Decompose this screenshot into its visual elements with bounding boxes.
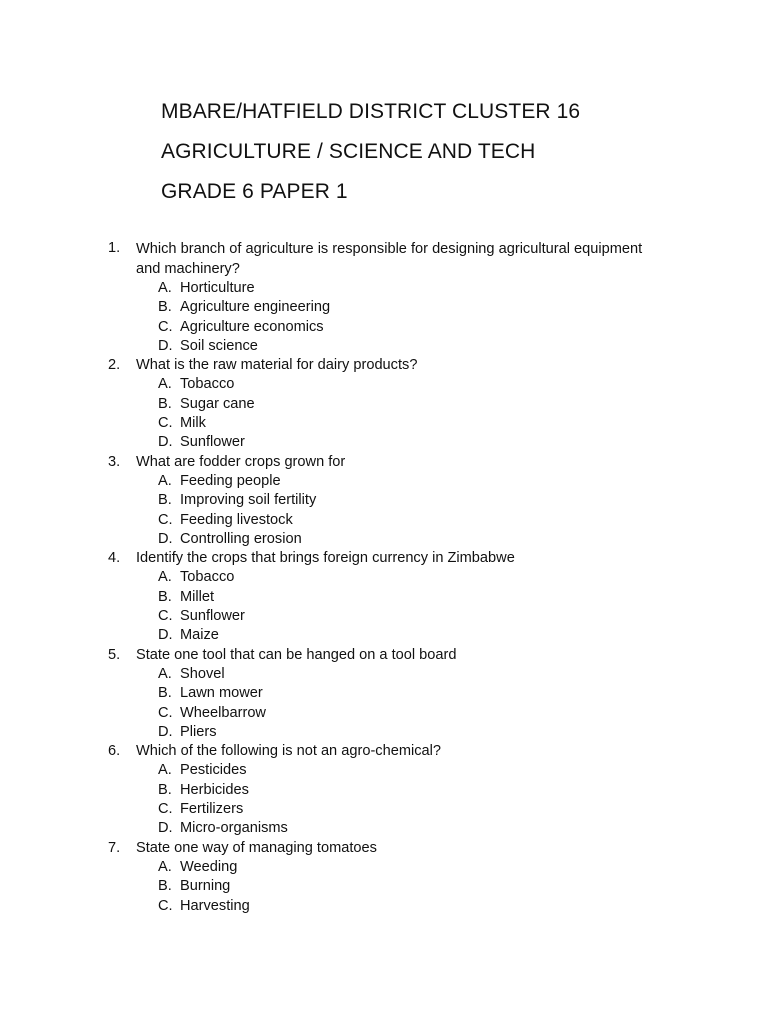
option-letter: B. — [158, 299, 172, 316]
option-text: Agriculture economics — [180, 318, 324, 335]
answer-option — [158, 511, 668, 530]
answer-option — [158, 607, 668, 626]
option-letter: B. — [158, 395, 172, 412]
option-text: Shovel — [180, 665, 225, 682]
exam-header — [161, 92, 580, 212]
question-number: 4. — [108, 550, 121, 567]
answer-option — [158, 298, 668, 317]
question-item — [108, 839, 668, 916]
option-letter: C. — [158, 608, 173, 625]
answer-option — [158, 530, 668, 549]
option-letter: A. — [158, 858, 172, 875]
option-text: Sunflower — [180, 434, 245, 451]
option-list — [108, 858, 668, 916]
option-letter: C. — [158, 801, 173, 818]
option-letter: D. — [158, 723, 173, 740]
option-text: Micro-organisms — [180, 820, 288, 837]
question-text: Which of the following is not an agro-chemical? — [136, 743, 442, 760]
option-letter: C. — [158, 511, 173, 528]
option-text: Fertilizers — [180, 801, 244, 818]
option-letter: C. — [158, 318, 173, 335]
option-text: Pliers — [180, 723, 217, 740]
question-number: 7. — [108, 839, 121, 856]
option-letter: B. — [158, 781, 172, 798]
option-letter: D. — [158, 820, 173, 837]
answer-option — [158, 761, 668, 780]
option-text: Feeding people — [180, 472, 281, 489]
answer-option — [158, 279, 668, 298]
option-text: Agriculture engineering — [180, 299, 331, 316]
option-text: Pesticides — [180, 762, 247, 779]
option-list — [108, 279, 668, 356]
question-text: State one tool that can be hanged on a tool board — [136, 646, 457, 663]
question-text: What are fodder crops grown for — [136, 453, 346, 470]
option-text: Harvesting — [180, 897, 250, 914]
header-grade-paper: GRADE 6 PAPER 1 — [161, 180, 348, 203]
option-text: Horticulture — [180, 280, 255, 296]
question-item — [108, 646, 668, 742]
option-letter: D. — [158, 434, 173, 451]
option-text: Millet — [180, 588, 215, 605]
option-text: Controlling erosion — [180, 530, 302, 547]
question-number: 3. — [108, 453, 121, 470]
answer-option — [158, 414, 668, 433]
option-letter: A. — [158, 472, 172, 489]
option-letter: A. — [158, 665, 172, 682]
option-letter: B. — [158, 878, 172, 895]
question-number: 6. — [108, 743, 121, 760]
option-list — [108, 375, 668, 452]
answer-option — [158, 665, 668, 684]
option-list — [108, 665, 668, 742]
option-letter: D. — [158, 337, 173, 354]
answer-option — [158, 491, 668, 510]
answer-option — [158, 704, 668, 723]
option-text: Sugar cane — [180, 395, 255, 412]
answer-option — [158, 395, 668, 414]
option-list — [108, 472, 668, 549]
question-number: 1. — [108, 240, 121, 256]
option-text: Wheelbarrow — [180, 704, 266, 721]
answer-option — [158, 684, 668, 703]
question-text: Identify the crops that brings foreign currency in Zimbabwe — [136, 550, 515, 567]
question-text: State one way of managing tomatoes — [136, 839, 377, 856]
option-text: Soil science — [180, 337, 258, 354]
option-text: Tobacco — [180, 376, 235, 393]
question-text: Which branch of agriculture is responsible for designing agricultural equipment and machinery? — [136, 241, 643, 277]
option-text: Weeding — [180, 858, 238, 875]
question-item — [108, 549, 668, 645]
option-letter: B. — [158, 588, 172, 605]
question-number: 2. — [108, 357, 121, 374]
option-letter: A. — [158, 280, 172, 296]
question-item — [108, 239, 668, 356]
option-letter: C. — [158, 415, 173, 432]
answer-option — [158, 858, 668, 877]
answer-option — [158, 897, 668, 916]
answer-option — [158, 819, 668, 838]
question-text: What is the raw material for dairy products? — [136, 357, 418, 374]
option-letter: B. — [158, 492, 172, 509]
option-letter: A. — [158, 569, 172, 586]
question-list — [108, 239, 668, 916]
answer-option — [158, 375, 668, 394]
option-letter: A. — [158, 376, 172, 393]
option-letter: C. — [158, 897, 173, 914]
answer-option — [158, 433, 668, 452]
option-text: Tobacco — [180, 569, 235, 586]
option-text: Milk — [180, 415, 206, 432]
option-text: Lawn mower — [180, 685, 263, 702]
option-list — [108, 568, 668, 645]
answer-option — [158, 472, 668, 491]
answer-option — [158, 626, 668, 645]
question-item — [108, 453, 668, 549]
answer-option — [158, 568, 668, 587]
header-subject: AGRICULTURE / SCIENCE AND TECH — [161, 140, 536, 163]
answer-option — [158, 337, 668, 356]
question-number: 5. — [108, 646, 121, 663]
option-letter: D. — [158, 530, 173, 547]
option-text: Herbicides — [180, 781, 249, 798]
option-letter: D. — [158, 627, 173, 644]
option-letter: B. — [158, 685, 172, 702]
option-text: Sunflower — [180, 608, 245, 625]
answer-option — [158, 318, 668, 337]
question-item — [108, 356, 668, 452]
option-letter: A. — [158, 762, 172, 779]
option-text: Feeding livestock — [180, 511, 293, 528]
answer-option — [158, 781, 668, 800]
answer-option — [158, 723, 668, 742]
option-letter: C. — [158, 704, 173, 721]
option-text: Maize — [180, 627, 219, 644]
header-district: MBARE/HATFIELD DISTRICT CLUSTER 16 — [161, 100, 581, 123]
option-text: Burning — [180, 878, 231, 895]
answer-option — [158, 588, 668, 607]
option-text: Improving soil fertility — [180, 492, 317, 509]
question-item — [108, 742, 668, 838]
answer-option — [158, 800, 668, 819]
option-list — [108, 761, 668, 838]
answer-option — [158, 877, 668, 896]
